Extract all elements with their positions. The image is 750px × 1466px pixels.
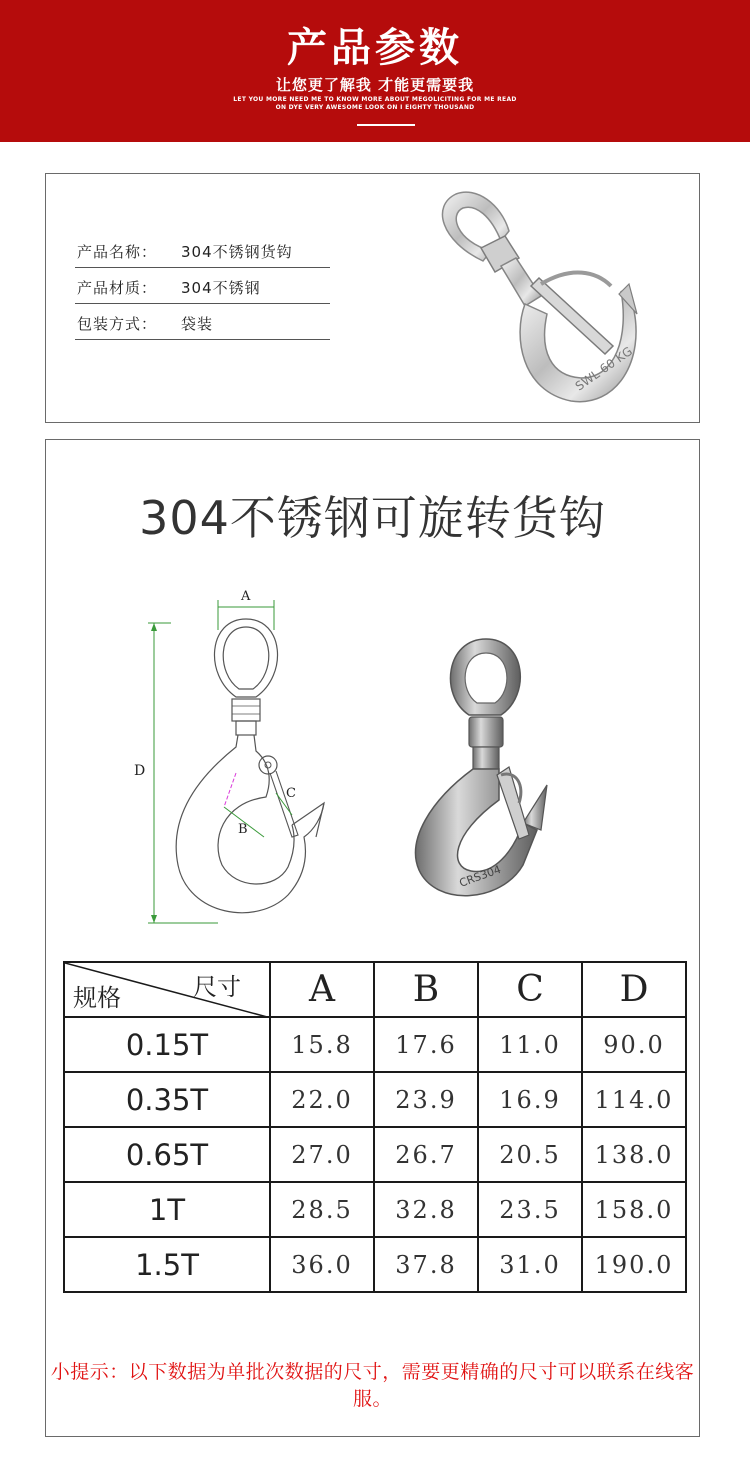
info-row-material: 产品材质： 304不锈钢 (75, 272, 330, 304)
table-cell: 114.0 (582, 1072, 686, 1127)
spec-title: 304不锈钢可旋转货钩 (139, 491, 606, 545)
table-cell: 16.9 (478, 1072, 582, 1127)
column-header: B (374, 962, 478, 1017)
banner-subtitle: 让您更了解我 才能更需要我 (275, 76, 475, 94)
table-cell: 26.7 (374, 1127, 478, 1182)
banner-english-text: LET YOU MORE NEED ME TO KNOW MORE ABOUT MEGOLICITING FOR ME READ ON DYE VERY AWESOME LOOK ON I EIGHTY THOUSAND (233, 96, 517, 111)
svg-text:A: A (241, 589, 251, 604)
table-corner-cell: 尺寸 规格 (64, 962, 270, 1017)
banner-divider (357, 124, 415, 126)
row-size-cell: 0.65T (64, 1127, 270, 1182)
table-cell: 20.5 (478, 1127, 582, 1182)
tip-note: 小提示：以下数据为单批次数据的尺寸，需要更精确的尺寸可以联系在线客服。 (50, 1361, 695, 1410)
table-cell: 23.9 (374, 1072, 478, 1127)
column-header: C (478, 962, 582, 1017)
row-size-cell: 0.35T (64, 1072, 270, 1127)
hook-dimension-diagram (126, 575, 356, 945)
table-cell: 32.8 (374, 1182, 478, 1237)
page-title: 产品参数 (287, 25, 463, 71)
table-cell: 28.5 (270, 1182, 374, 1237)
table-cell: 36.0 (270, 1237, 374, 1292)
table-cell: 90.0 (582, 1017, 686, 1072)
table-row (64, 1237, 686, 1292)
product-info-panel (45, 173, 700, 423)
spec-table (63, 961, 687, 1293)
table-row (64, 1182, 686, 1237)
svg-text:B: B (238, 822, 248, 837)
table-cell: 190.0 (582, 1237, 686, 1292)
column-header: D (582, 962, 686, 1017)
svg-text:C: C (286, 786, 296, 801)
spec-panel (45, 439, 700, 1437)
column-header: A (270, 962, 374, 1017)
table-cell: 22.0 (270, 1072, 374, 1127)
table-cell: 138.0 (582, 1127, 686, 1182)
table-row (64, 1072, 686, 1127)
row-size-cell: 1T (64, 1182, 270, 1237)
row-size-cell: 1.5T (64, 1237, 270, 1292)
table-row (64, 1127, 686, 1182)
table-cell: 158.0 (582, 1182, 686, 1237)
table-cell: 11.0 (478, 1017, 582, 1072)
table-cell: 23.5 (478, 1182, 582, 1237)
hook-stamp-text: SWL 60 KG (572, 343, 635, 394)
hook-product-photo (401, 625, 591, 915)
svg-text:D: D (134, 763, 146, 779)
row-size-cell: 0.15T (64, 1017, 270, 1072)
table-cell: 15.8 (270, 1017, 374, 1072)
table-cell: 31.0 (478, 1237, 582, 1292)
info-row-name: 产品名称： 304不锈钢货钩 (75, 236, 330, 268)
table-cell: 37.8 (374, 1237, 478, 1292)
table-row (64, 1017, 686, 1072)
info-row-packaging: 包装方式： 袋装 (75, 308, 330, 340)
table-cell: 27.0 (270, 1127, 374, 1182)
header-banner (0, 0, 750, 142)
hook-product-image (421, 186, 651, 411)
table-cell: 17.6 (374, 1017, 478, 1072)
hook-stamp-text: CRS304 (457, 862, 503, 890)
table-header-row (64, 962, 686, 1017)
